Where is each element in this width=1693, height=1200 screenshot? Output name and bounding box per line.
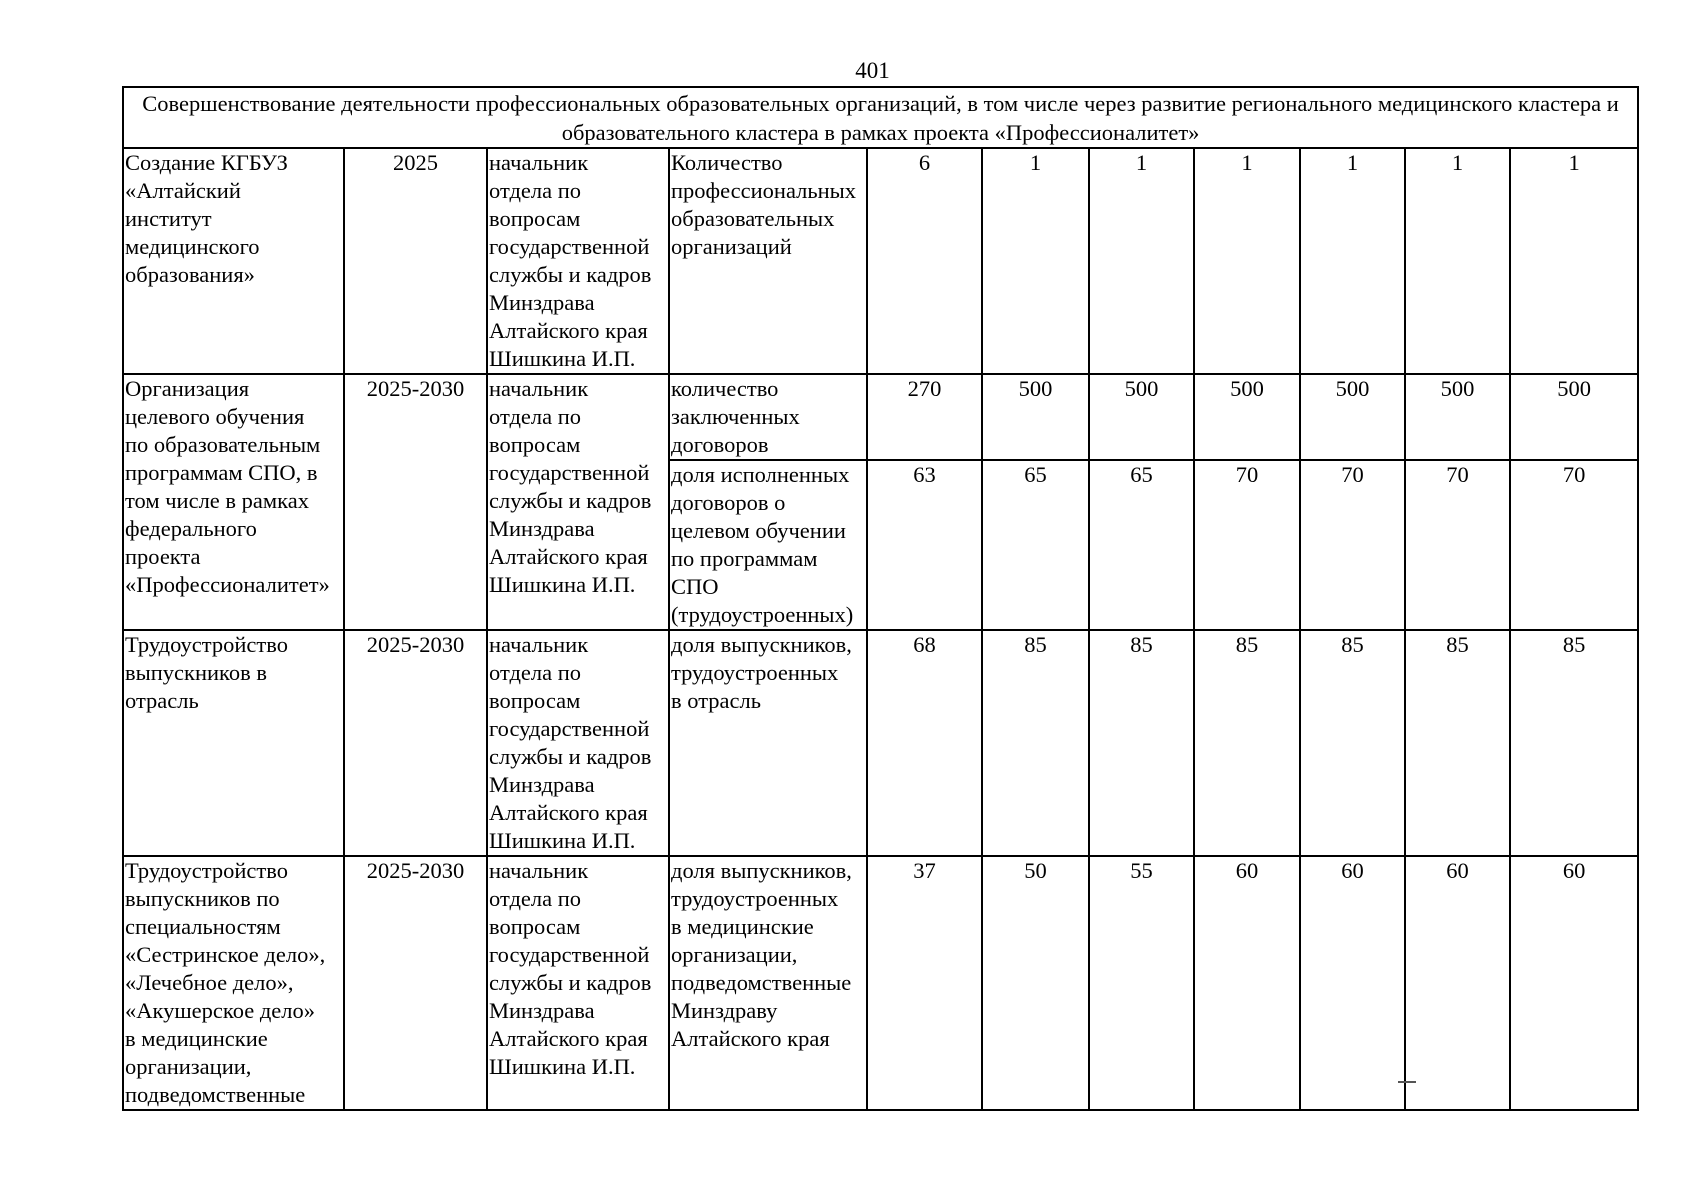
indicator-cell: доля выпускников, трудоустроенных в медицинские организации, подведомственные Минздраву Алтайского края: [669, 856, 867, 1110]
value-cell: 500: [1300, 374, 1405, 460]
value-cell: 1: [1405, 148, 1510, 374]
value-cell: 60: [1194, 856, 1300, 1110]
section-header-row: [123, 87, 1638, 148]
value-cell: 270: [867, 374, 982, 460]
value-cell: 70: [1194, 460, 1300, 630]
value-cell: 1: [1510, 148, 1638, 374]
table-row: [123, 148, 1638, 374]
indicators-table: [122, 86, 1639, 1111]
value-cell: 60: [1300, 856, 1405, 1110]
event-cell: Создание КГБУЗ «Алтайский институт медицинского образования»: [123, 148, 344, 374]
indicator-cell: доля выпускников, трудоустроенных в отрасль: [669, 630, 867, 856]
value-cell: 1: [1089, 148, 1194, 374]
value-cell: 70: [1405, 460, 1510, 630]
responsible-cell: начальник отдела по вопросам государственной службы и кадров Минздрава Алтайского края Шишкина И.П.: [487, 856, 669, 1110]
term-cell: 2025-2030: [344, 630, 487, 856]
value-cell: 500: [1405, 374, 1510, 460]
value-cell: 85: [1510, 630, 1638, 856]
term-cell: 2025-2030: [344, 856, 487, 1110]
value-cell: 60: [1510, 856, 1638, 1110]
value-cell: 500: [1510, 374, 1638, 460]
section-title: Совершенствование деятельности профессиональных образовательных организаций, в том числе через развитие регионального медицинского кластера и образовательного кластера в рамках проекта «Профессионалитет»: [123, 87, 1638, 148]
value-cell: 500: [1089, 374, 1194, 460]
value-cell: 500: [982, 374, 1089, 460]
value-cell: 85: [1194, 630, 1300, 856]
value-cell: 65: [982, 460, 1089, 630]
value-cell: 85: [982, 630, 1089, 856]
table-row: [123, 374, 1638, 460]
value-cell: 60: [1405, 856, 1510, 1110]
value-cell: 1: [1300, 148, 1405, 374]
event-cell: Трудоустройство выпускников по специальностям «Сестринское дело», «Лечебное дело», «Акушерское дело» в медицинские организации, подведомственные: [123, 856, 344, 1110]
value-cell: 50: [982, 856, 1089, 1110]
scan-smudge: [1398, 1081, 1416, 1083]
value-cell: 85: [1089, 630, 1194, 856]
value-cell: 37: [867, 856, 982, 1110]
value-cell: 1: [1194, 148, 1300, 374]
responsible-cell: начальник отдела по вопросам государственной службы и кадров Минздрава Алтайского края Шишкина И.П.: [487, 148, 669, 374]
table-row: [123, 856, 1638, 1110]
responsible-cell: начальник отдела по вопросам государственной службы и кадров Минздрава Алтайского края Шишкина И.П.: [487, 374, 669, 630]
value-cell: 1: [982, 148, 1089, 374]
responsible-cell: начальник отдела по вопросам государственной службы и кадров Минздрава Алтайского края Шишкина И.П.: [487, 630, 669, 856]
event-cell: Трудоустройство выпускников в отрасль: [123, 630, 344, 856]
indicator-cell: количество заключенных договоров: [669, 374, 867, 460]
value-cell: 65: [1089, 460, 1194, 630]
value-cell: 70: [1300, 460, 1405, 630]
value-cell: 55: [1089, 856, 1194, 1110]
value-cell: 68: [867, 630, 982, 856]
term-cell: 2025: [344, 148, 487, 374]
value-cell: 500: [1194, 374, 1300, 460]
event-cell: Организация целевого обучения по образовательным программам СПО, в том числе в рамках федерального проекта «Профессионалитет»: [123, 374, 344, 630]
indicator-cell: доля исполненных договоров о целевом обучении по программам СПО (трудоустроенных): [669, 460, 867, 630]
value-cell: 63: [867, 460, 982, 630]
value-cell: 85: [1300, 630, 1405, 856]
value-cell: 85: [1405, 630, 1510, 856]
table-row: [123, 630, 1638, 856]
page-number: 401: [855, 58, 890, 83]
value-cell: 6: [867, 148, 982, 374]
value-cell: 70: [1510, 460, 1638, 630]
term-cell: 2025-2030: [344, 374, 487, 630]
indicator-cell: Количество профессиональных образовательных организаций: [669, 148, 867, 374]
